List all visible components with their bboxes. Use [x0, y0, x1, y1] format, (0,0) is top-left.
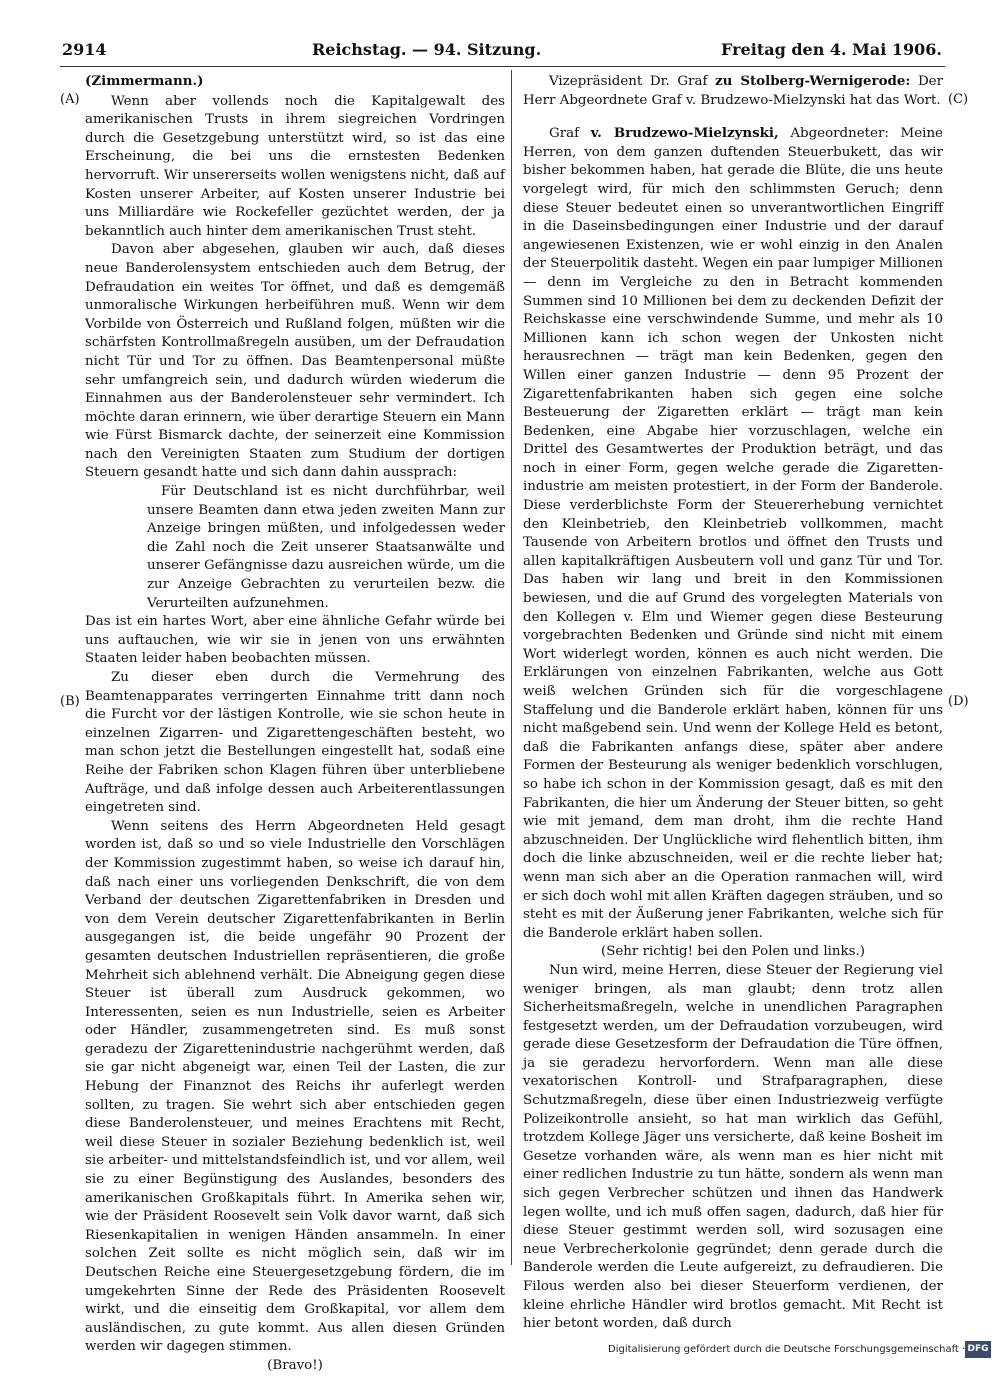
paragraph: Zu dieser eben durch die Vermehrung des Beamtenapparates verringerten Einnahme tritt dann noch die Furcht vor der lästigen Kontrolle, wie sie schon heute in einzelnen Zigarren- und Zigarettengeschäften besteht, wo man schon jetzt die Bestellungen eingestellt hat, sodaß eine Reihe der Fabriken schon Klagen führen über unterbliebene Aufträge, und daß infolge dessen auch Arbeiterentlassungen eingetreten sind.	[85, 670, 505, 816]
session-date: Freitag den 4. Mai 1906.	[721, 40, 942, 59]
column-divider	[511, 70, 512, 1265]
paragraph: Wenn seitens des Herrn Abgeordneten Held gesagt worden ist, daß so und so viele Industrielle den Vorschlägen der Kommission zugestimmt haben, so weise ich darauf hin, daß nach einer uns vorliegenden Denkschrift, die von dem Verband der deutschen Zigarettenfabriken in Dresden und von dem Verein deutscher Zigarettenfabrikanten in Berlin ausgegangen ist, die beide ungefähr 90 Prozent der gesamten deutschen Industriellen repräsentieren, die große Mehrheit sich ablehnend verhält. Die Abneigung gegen diese Steuer ist überall zum Ausdruck gekommen, wo Interessenten, seien es nun Industrielle, seien es Arbeiter oder Händler, zusammengetreten sind. Es muß sonst geradezu der Zigarettenindustrie nachgerühmt werden, daß sie gar nicht abgeneigt war, einen Teil der Lasten, die zur Hebung der Finanznot des Reichs ihr auferlegt werden sollten, zu tragen. Sie wehrt sich aber entschieden gegen diese Banderolensteuer, und meines Erachtens mit Recht, weil diese Steuer in sozialer Beziehung bedenklich ist, weil sie arbeiter- und mittelstandsfeindlich ist, und vor allem, weil sie zu einer Begünstigung des Auslandes, besonders des amerikanischen Großkapitals führt. In Amerika sehen wir, wie der Präsident Roosevelt sein Volk davor warnt, daß sich Riesenkapitalien in wenigen Händen ansammeln. In einer solchen Zeit sollte es nicht möglich sein, daß wir im Deutschen Reiche eine Steuergesetzgebung fördern, die im umgekehrten Sinne der Rede des Präsidenten Roosevelt wirkt, und die einseitig dem Großkapital, vor allem dem ausländischen, zu gute kommt. Aus allen diesen Gründen werden wir dagegen stimmen.	[85, 818, 505, 1355]
right-column	[523, 72, 943, 1332]
speech-opening	[523, 124, 943, 943]
left-column	[85, 72, 505, 1373]
paragraph: Wenn aber vollends noch die Kapitalgewalt des amerikanischen Trusts in ihrem siegreichen Vordringen durch die Gesetzgebung unterstützt wird, so ist das eine Erscheinung, die bei uns die ernstesten Bedenken hervorruft. Wir unsererseits wollen wenigstens nicht, daß auf Kosten unserer Arbeiter, auf Kosten unserer Industrie bei uns Milliardäre wie Rockefeller gezüchtet werden, der ja bekanntlich auch hinter dem amerikanischen Trust steht.	[85, 93, 505, 239]
interjection-note: (Sehr richtig! bei den Polen und links.)	[600, 944, 866, 960]
applause-note: (Bravo!)	[267, 1357, 323, 1373]
page-number: 2914	[62, 40, 107, 59]
digitization-credit: Digitalisierung gefördert durch die Deutsche Forschungsgemeinschaft ·	[608, 1344, 966, 1355]
margin-marker-d: (D)	[948, 694, 969, 709]
paragraph: Nun wird, meine Herren, diese Steuer der Regierung viel weniger bringen, als man glaubt; denn trotz allen Sicherheitsmaßregeln, welche in unendlichen Paragraphen festgesetzt werden, um der Defraudation vorzubeugen, wird gerade diese Gesetzesform der Defraudation die Türe öffnen, ja sie geradezu hervorfordern. Wenn man alle diese vexatorischen Kontroll- und Strafparagraphen, diese Schutzmaßregeln, diese über einen Industriezweig verfügte Polizeikontrolle ansieht, so hat man wirklich das Gefühl, trotzdem Kollege Jäger uns versicherte, daß keine Bosheit im Gesetze vorhanden wäre, als wenn man es hier nicht mit einer redlichen Industrie zu tun hätte, sondern als wenn man sich gegen Verbrecher schützen und ihnen das Handwerk legen wollte, und ich muß offen sagen, dadurch, daß hier für diese Steuer gestimmt werden soll, wird sozusagen eine neue Verbrecherkolonie gegründet; denn gerade durch die Banderole werden die Leute aufgereizt, zu defraudieren. Die Filous werden also bei dieser Steuerform verdienen, der kleine ehrliche Händler wird brotlos gemacht. Mit Recht ist hier betont worden, daß durch	[523, 962, 943, 1332]
vp-text: Der Herr Abgeordnete Graf v. Brudzewo-Mielzynski hat das Wort.	[523, 74, 943, 108]
margin-marker-a: (A)	[60, 92, 80, 107]
speaker-name: v. Brudzewo-Mielzynski,	[590, 125, 779, 142]
vice-president-remark	[523, 72, 943, 110]
paragraph: Das ist ein hartes Wort, aber eine ähnliche Gefahr würde bei uns auftauchen, wie wir sie in jenen von uns erwähnten Staaten leider haben beobachten müssen.	[85, 614, 505, 667]
margin-marker-b: (B)	[60, 694, 80, 709]
page-header	[62, 40, 942, 62]
paragraph: Davon aber abgesehen, glauben wir auch, daß dieses neue Banderolensystem entschieden auch dem Betrug, der Defraudation ein weites Tor öffnet, und daß es demgemäß unmoralische Wirkungen herbeiführen muß. Wenn wir dem Vorbilde von Österreich und Rußland folgen, müßten wir die schärfsten Kontrollmaßregeln ausüben, um der Defraudation nicht Tür und Tor zu öffnen. Das Beamtenpersonal müßte sehr umfangreich sein, und dadurch würden wiederum die Einnahmen aus der Banderolensteuer sehr vermindert. Ich möchte daran erinnern, wie über derartige Steuern ein Mann wie Fürst Bismarck dachte, der seinerzeit eine Kommission nach den Vereinigten Staaten zum Studium der dortigen Steuern gesandt hatte und sich dann dahin aussprach:	[85, 242, 505, 481]
header-rule	[60, 66, 945, 67]
dfg-logo: DFG	[965, 1341, 991, 1358]
paragraph: Abgeordneter: Meine Herren, von dem ganzen duftenden Steuerbukett, das wir bisher bekommen haben, hat gerade die Blüte, die uns heute vorgelegt wird, für mich den schlimmsten Geruch; denn diese Steuer bedeutet einen so unverantwortlichen Eingriff in die Daseinsbedingungen einer Industrie und der darauf angewiesenen Existenzen, wie er wohl einzig in den Analen der Steuerpolitik dasteht. Wegen ein paar lumpiger Millionen — denn im Vergleiche zu den in Betracht kommenden Summen sind 10 Millionen bei dem zu deckenden Defizit der Reichskasse eine verschwindende Summe, und mehr als 10 Millionen kann ich schon wegen der Unkosten nicht herausrechnen — trägt man kein Bedenken, gegen den Willen einer ganzen Industrie — denn 95 Prozent der Zigarettenfabrikanten haben sich gegen eine solche Besteuerung der Zigaretten erklärt — trägt man kein Bedenken, eine Abgabe hier vorzuschlagen, welche ein Drittel des Gesamtwertes der Produktion beträgt, und das noch in einer Form, gegen welche gerade die Zigarettenindustrie am meisten protestiert, in der Form der Banderole. Diese verderblichste Form der Steuererhebung vernichtet den Kleinbetrieb, den Kleinbetrieb vollkommen, macht Tausende von Arbeitern brotlos und öffnet den Trusts und allen kapitalkräftigen Ausbeutern voll und ganz Tür und Tor. Das haben wir lang und breit in den Kommissionen bewiesen, und die auf Grund des vorgelegten Materials von den Kollegen v. Elm und Wiemer gegen diese Besteurung vorgebrachten Bedenken und Gründe sind nicht mit einem Wort widerlegt worden, können es auch nicht werden. Die Erklärungen von einzelnen Fabrikanten, welche aus Gott weiß welchen Gründen sich für die vorgeschlagene Staffelung und die Banderole erklärt haben, können für uns nicht maßgebend sein. Und wenn der Kollege Held es betont, daß die Fabrikanten anfangs diese, später aber andere Formen der Besteurung als weniger bedenklich vorschlugen, so habe ich schon in der Kommission gesagt, daß es mit den Fabrikanten, die hier um Änderung der Steuer bitten, so geht wie mit jemand, dem man droht, ihm die rechte Hand abzuschneiden. Der Unglückliche wird flehentlich bitten, ihm doch die linke abzuschneiden, weil er die rechte lieber hat; wenn man sich aber an die Operation ranmachen will, wird er sich doch wohl mit allen Kräften dagegen sträuben, und so steht es mit der Äußerung jener Fabrikanten, welche sich für die Banderole erklärt haben sollen.	[523, 126, 943, 941]
page-title: Reichstag. — 94. Sitzung.	[312, 40, 542, 59]
speaker-label: (Zimmermann.)	[85, 73, 204, 89]
speaker-title: Graf	[549, 126, 580, 142]
vp-name: zu Stolberg-Wernigerode:	[715, 73, 911, 89]
margin-marker-c: (C)	[948, 92, 969, 107]
vp-intro: Vizepräsident Dr. Graf	[549, 74, 708, 89]
bismarck-quote: Für Deutschland ist es nicht durchführbar, weil unsere Beamten dann etwa jeden zweiten Mann zur Anzeige bringen müßten, und infolgedessen weder die Zahl noch die Zeit unserer Staatsanwälte und unserer Gefängnisse dazu ausreichen würde, um die zur Anzeige Gebrachten zu verurteilen bezw. die Verurteilten aufzunehmen.	[147, 484, 505, 611]
